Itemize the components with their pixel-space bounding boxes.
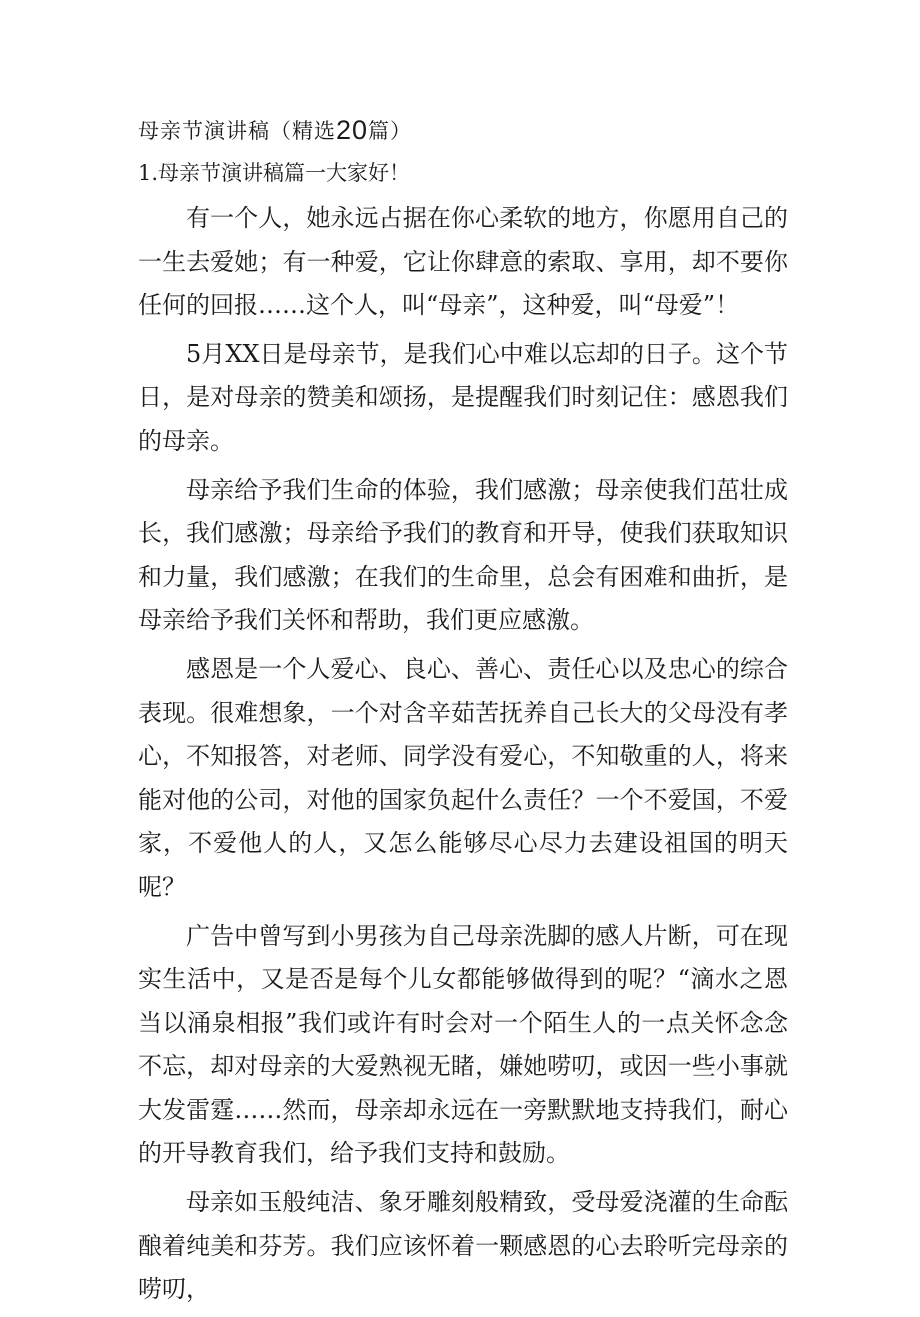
paragraph: 感恩是一个人爱心、良心、善心、责任心以及忠心的综合表现。很难想象，一个对含辛茹苦抚养自己长大的父母没有孝心，不知报答，对老师、同学没有爱心，不知敬重的人，将来能对他的公司，对他的国家负起什么责任？一个不爱国，不爱家，不爱他人的人，又怎么能够尽心尽力去建设祖国的明天呢？ [138,654,788,901]
title-number: 20 [336,115,369,145]
paragraph: 母亲给予我们生命的体验，我们感激；母亲使我们茁壮成长，我们感激；母亲给予我们的教育和开导，使我们获取知识和力量，我们感激；在我们的生命里，总会有困难和曲折，是母亲给予我们关怀和帮助，我们更应感激。 [138,475,788,635]
title-prefix: 母亲节演讲稿（精选 [138,119,336,143]
paragraph: 母亲如玉般纯洁、象牙雕刻般精致，受母爱浇灌的生命酝酿着纯美和芬芳。我们应该怀着一颗感恩的心去聆听完母亲的唠叨， [138,1188,788,1304]
paragraph: 有一个人，她永远占据在你心柔软的地方，你愿用自己的一生去爱她；有一种爱，它让你肆意的索取、享用，却不要你任何的回报……这个人，叫“母亲”，这种爱，叫“母爱”！ [138,204,788,320]
section-heading: 1.母亲节演讲稿篇一大家好！ [138,161,411,185]
title-suffix: 篇） [368,119,413,143]
paragraph: 5月XX日是母亲节，是我们心中难以忘却的日子。这个节日，是对母亲的赞美和颂扬，是提醒我们时刻记住：感恩我们的母亲。 [138,339,788,455]
body-text [138,197,788,1317]
document-title [138,112,412,149]
paragraph: 广告中曾写到小男孩为自己母亲洗脚的感人片断，可在现实生活中，又是否是每个儿女都能够做得到的呢？“滴水之恩当以涌泉相报”我们或许有时会对一个陌生人的一点关怀念念不忘，却对母亲的大爱熟视无睹，嫌她唠叨，或因一些小事就大发雷霆……然而，母亲却永远在一旁默默地支持我们，耐心的开导教育我们，给予我们支持和鼓励。 [138,921,788,1168]
